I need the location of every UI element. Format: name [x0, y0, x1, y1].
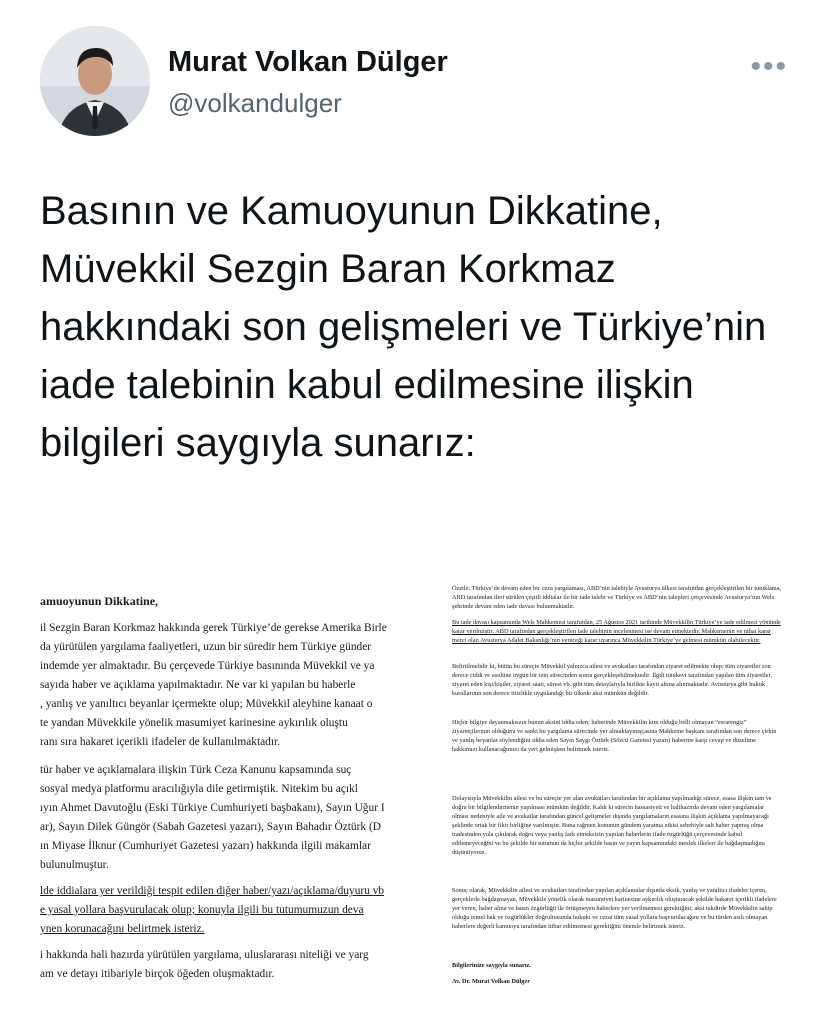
doc-line: il Sezgin Baran Korkmaz hakkında gerek Türkiye’de gerekse Amerika Birle [40, 622, 387, 634]
tweet-text: Basının ve Kamuoyunun Dikkatine, Müvekkil Sezgin Baran Korkmaz hakkındaki son gelişmeleri ve Türkiye’nin iade talebinin kabul edilmesine ilişkin bilgileri saygıyla sunarız: [40, 189, 767, 465]
document-page-right[interactable] [416, 572, 788, 1010]
doc-line: sosyal medya platformu aracılığıyla dile getirmiştik. Nitekim bu açıkl [40, 783, 358, 795]
doc-heading: amuoyunun Dikkatine, [40, 594, 159, 608]
doc-line: bulunulmuştur. [40, 859, 109, 871]
doc-paragraph: Belirtilmelidir ki, bütün bu süreçte Müvekkil yalnızca ailesi ve avukatları tarafından ziyaret edilmekte olup; tüm ziyaretler son derece ciddi ve usulüne uygun bir izin sürecinden sonra gerçekleşebilmektedir. İlgili tutukevi tarafından yapılan tüm ziyaretler, ziyaret eden kişi/kişiler, ziyaret saati, süresi vb. gibi tüm detaylarıyla birlikte kayıt altına alınmaktadır. Avusturya gibi hukuk kurallarının son derece titizlikle uygulandığı bir ülkede aksi mümkün değildir. [452, 663, 772, 697]
doc-paragraph: Bu iade davası kapsamında Wels Mahkemesi tarafından, 25 Ağustos 2021 tarihinde Müvekkilin Türkiye’ye iade edilmesi yönünde karar verilmiştir. ABD tarafından gerçekleştirilen iade talebinin incelenmesi ise devam etmektedir. Mahkemenin ve nihai karar merci olan Avusturya Adalet Bakanlığı’nın vereceği karar uyarınca Müvekkilin Türkiye’ye gelmesi mümkün olabilecektir. [452, 619, 781, 644]
doc-paragraph: Özetle; Türkiye’de devam eden bir ceza yargılaması, ABD’nin talebiyle Avusturya ülkesi tarafından gerçekleştirilen bir tutuklama, ABD tarafından ileri sürülen çeşitli iddialar ile bir iade talebi ve Türkiye ve ABD’nin talepleri çerçevesinde Avusturya’nın Wels şehrinde devam eden iade davası bulunmaktadır. [452, 585, 782, 610]
doc-paragraph: Hiçbir bilgiye dayanmaksızın bunun aksini iddia eden; haberinde Müvekkilin kim olduğu belli olmayan “esrarengiz” ziyaretçilerinin olduğunu ve sanki bu yargılama sürecinde yer almaktaymışçasına Mahkeme başkanı tarafından son derece çirkin ve yanlış beyanlar söylendiğini iddia eden Sayın Saygı Öztürk (Sözcü Gazetesi yazarı) haberine karşı cevap ve düzeltme hakkımızı kullanacağımızı da yeri gelmişken belirtmek isteriz. [452, 719, 777, 753]
doc-line: indemde yer almaktadır. Bu çerçevede Türkiye basınında Müvekkil ve ya [40, 660, 375, 672]
doc-line: ın Miyase İlknur (Cumhuriyet Gazetesi yazarı) hakkında ilgili makamlar [40, 840, 371, 852]
doc-line: ar), Sayın Dilek Güngör (Sabah Gazetesi yazarı), Sayın Bahadır Öztürk (D [40, 821, 381, 833]
doc-line: lde iddialara yer verildiği tespit edilen diğer haber/yazı/açıklama/duyuru vb [40, 885, 385, 897]
doc-closing: Bilgilerinize saygıyla sunarız. [452, 962, 531, 969]
doc-line: ranı sıra hakaret içerikli ifadeler de kullanılmaktadır. [40, 736, 281, 748]
doc-line: ynen korunacağını belirtmek isteriz. [40, 923, 205, 935]
doc-paragraph: Sonuç olarak, Müvekkilin ailesi ve avukatları tarafından yapılan açıklamalar dışında eksik, yanlış ve yanıltıcı ifadeler içeren, gerçeklerle bağdaşmayan, Müvekkile yönelik olarak masumiyet karinesine aykırılık oluşturacak şekilde hakaret içerikli ifadelere yer veren, haber alma ve basın özgürlüğü ile örtüşmeyen haberlere yer verilmemesi gerektiğini; aksi takdirde Müvekkilin sahip olduğu temel hak ve özgürlükler doğrultusunda hukuki ve cezai tüm yasal yollara başvurulacağını ve bu türden asılı olmayan haberlere değerli kamuoyu tarafından itibar edilmemesi gerektiğini önemle belirtmek isteriz. [452, 887, 777, 930]
doc-line: da yürütülen yargılama faaliyetleri, uzun bir süredir hem Türkiye günder [40, 641, 372, 653]
document-page-left[interactable] [40, 572, 410, 1010]
tweet-media[interactable] [40, 572, 788, 1010]
more-horizontal-icon[interactable]: ••• [750, 50, 788, 83]
user-handle[interactable]: @volkandulger [168, 88, 342, 118]
doc-line: , yanlış ve yanıltıcı beyanlar içermekte olup; Müvekkil aleyhine kanaat o [40, 698, 373, 710]
avatar-image [40, 26, 150, 136]
display-name[interactable]: Murat Volkan Dülger [168, 46, 448, 78]
doc-line: te yandan Müvekkile yönelik masumiyet karinesine aykırılık oluştu [40, 717, 348, 729]
doc-line: ıyın Ahmet Davutoğlu (Eski Türkiye Cumhuriyeti başbakanı), Sayın Uğur I [40, 802, 385, 814]
doc-line: tür haber ve açıklamalara ilişkin Türk Ceza Kanunu kapsamında suç [40, 764, 352, 776]
tweet-header [40, 26, 800, 136]
doc-paragraph: Dolayısıyla Müvekkilin ailesi ve bu süreçte yer alan avukatları tarafından bir açıklama yapılmadığı sürece, esasa ilişkin tam ve doğru bir bilgilendirmenin yapılması mümkün değildir. Kaldı ki sürecin hassasiyeti ve halihazırda devam eden yargılamalar olması nedeniyle aile ve avukatlar tarafından güncel gelişmeler dışında yargılamaların esasına ilişkin açıklama yapılmayacağı şeklinde ortak bir fikir birliğine varılmıştır. Buna rağmen konunun gündem yaratma etkisi sebebiyle salt haber yapmış olma iradesinden yola çıkılarak doğru veya yanlış fark etmeksizin yapılan haberlerin ifade özgürlüğü çerçevesinde kabul edilemeyeceğini ve bu şekilde bir tutumun da hiçbir şekilde basın ve yayın kapsamındaki meslek ilkeleri ile bağdaşmadığını düşünüyoruz. [452, 795, 772, 856]
avatar[interactable] [40, 26, 150, 136]
doc-line: i hakkında hali hazırda yürütülen yargılama, uluslararası niteliği ve yarg [40, 949, 369, 961]
doc-line: am ve detayı itibariyle birçok öğeden oluşmaktadır. [40, 968, 275, 980]
doc-line: e yasal yollara başvurulacak olup; konuyla ilgili bu tutumumuzun deva [40, 904, 364, 916]
doc-line: sayıda haber ve açıklama yapılmaktadır. Ne var ki yapılan bu haberle [40, 679, 356, 691]
doc-signature: Av. Dr. Murat Volkan Dülger [452, 978, 531, 985]
